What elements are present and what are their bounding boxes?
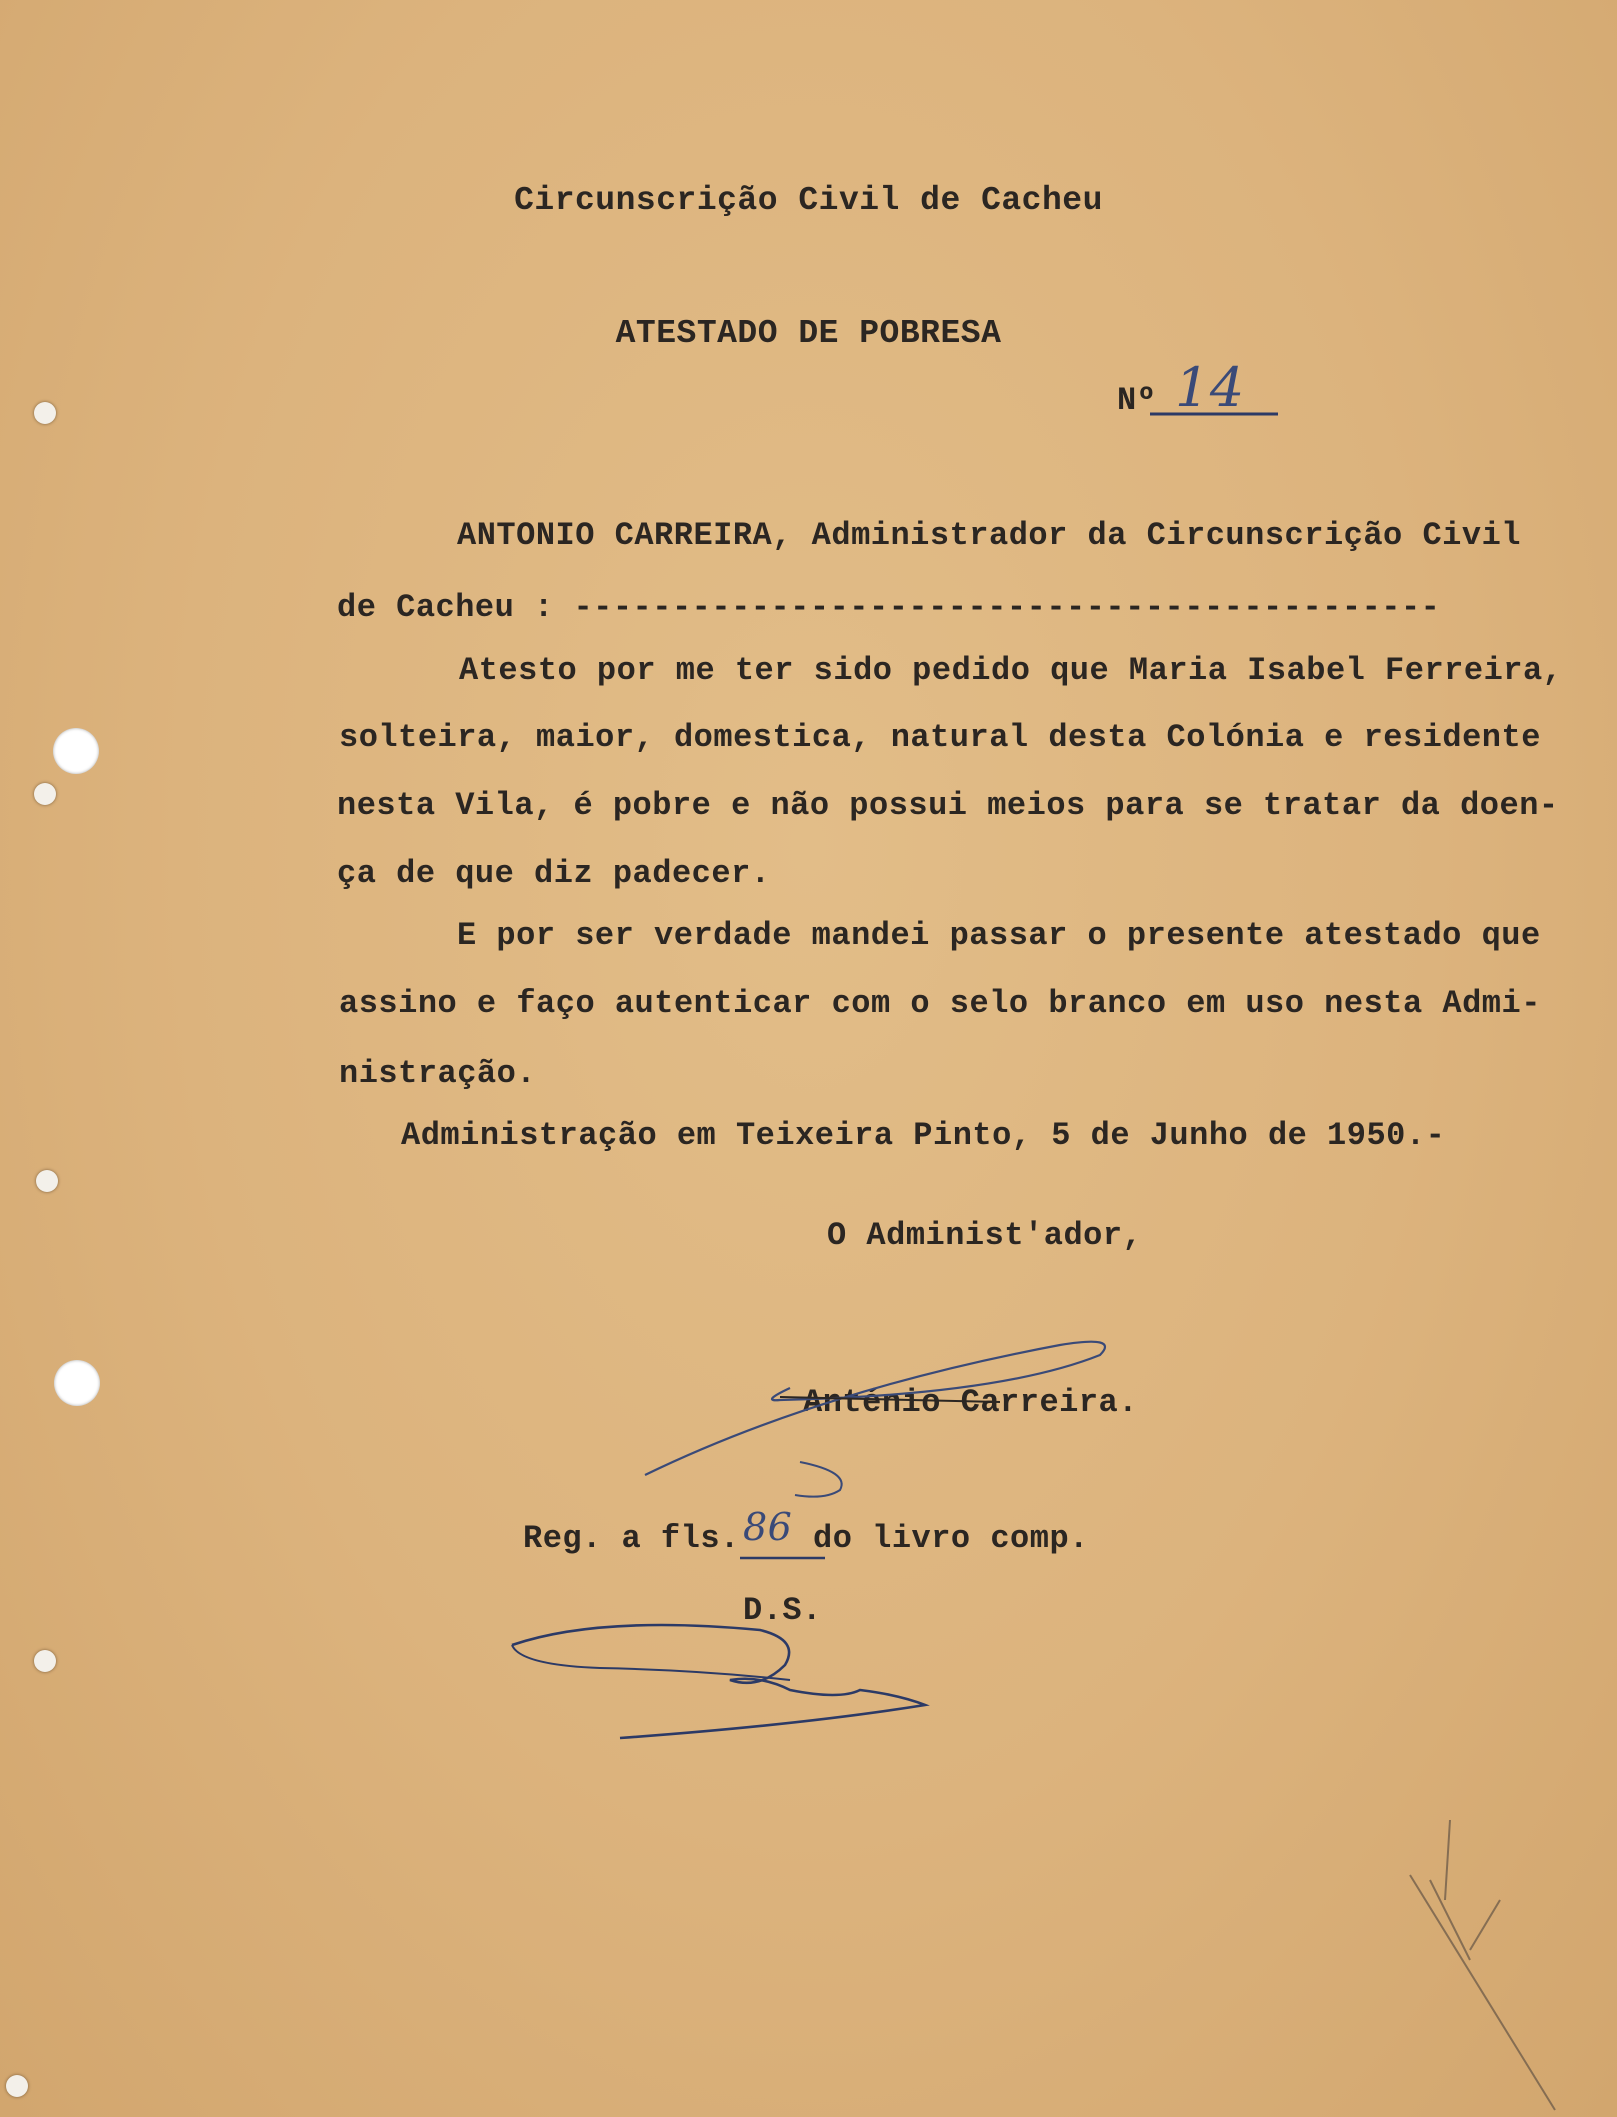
body-line: solteira, maior, domestica, natural desta Colónia e residente — [339, 719, 1541, 756]
body-line: de Cacheu : -------------------------------------------- — [337, 589, 1441, 626]
body-line: Atesto por me ter sido pedido que Maria Isabel Ferreira, — [459, 652, 1563, 689]
body-line: E por ser verdade mandei passar o presente atestado que — [457, 917, 1541, 954]
body-line: ANTONIO CARREIRA, Administrador da Circunscrição Civil — [457, 517, 1521, 554]
signature-hook — [795, 1462, 842, 1497]
registry-initials: D.S. — [743, 1592, 822, 1629]
body-line: ça de que diz padecer. — [337, 855, 771, 892]
document-title: ATESTADO DE POBRESA — [615, 315, 1002, 352]
registry-prefix: Reg. a fls. — [523, 1520, 740, 1557]
signature-closing: O Administ'ador, — [827, 1217, 1143, 1254]
signature-stroke — [645, 1342, 1105, 1475]
initials-loop — [512, 1645, 790, 1680]
registry-suffix: do livro comp. — [813, 1520, 1089, 1557]
initials-flourish — [512, 1625, 925, 1738]
registry-page-number: 86 — [743, 1505, 793, 1549]
signatory-name: Anténio Carreira. — [803, 1384, 1138, 1421]
body-line: assino e faço autenticar com o selo branco em uso nesta Admi- — [339, 985, 1541, 1022]
pencil-mark — [1410, 1820, 1555, 2110]
body-line: nesta Vila, é pobre e não possui meios para se tratar da doen- — [337, 787, 1559, 824]
date-line: Administração em Teixeira Pinto, 5 de Junho de 1950.- — [401, 1117, 1446, 1154]
body-line: nistração. — [339, 1055, 537, 1092]
office-heading: Circunscrição Civil de Cacheu — [514, 182, 1103, 219]
number-value: 14 — [1175, 356, 1245, 419]
number-label: Nº — [1117, 382, 1157, 419]
